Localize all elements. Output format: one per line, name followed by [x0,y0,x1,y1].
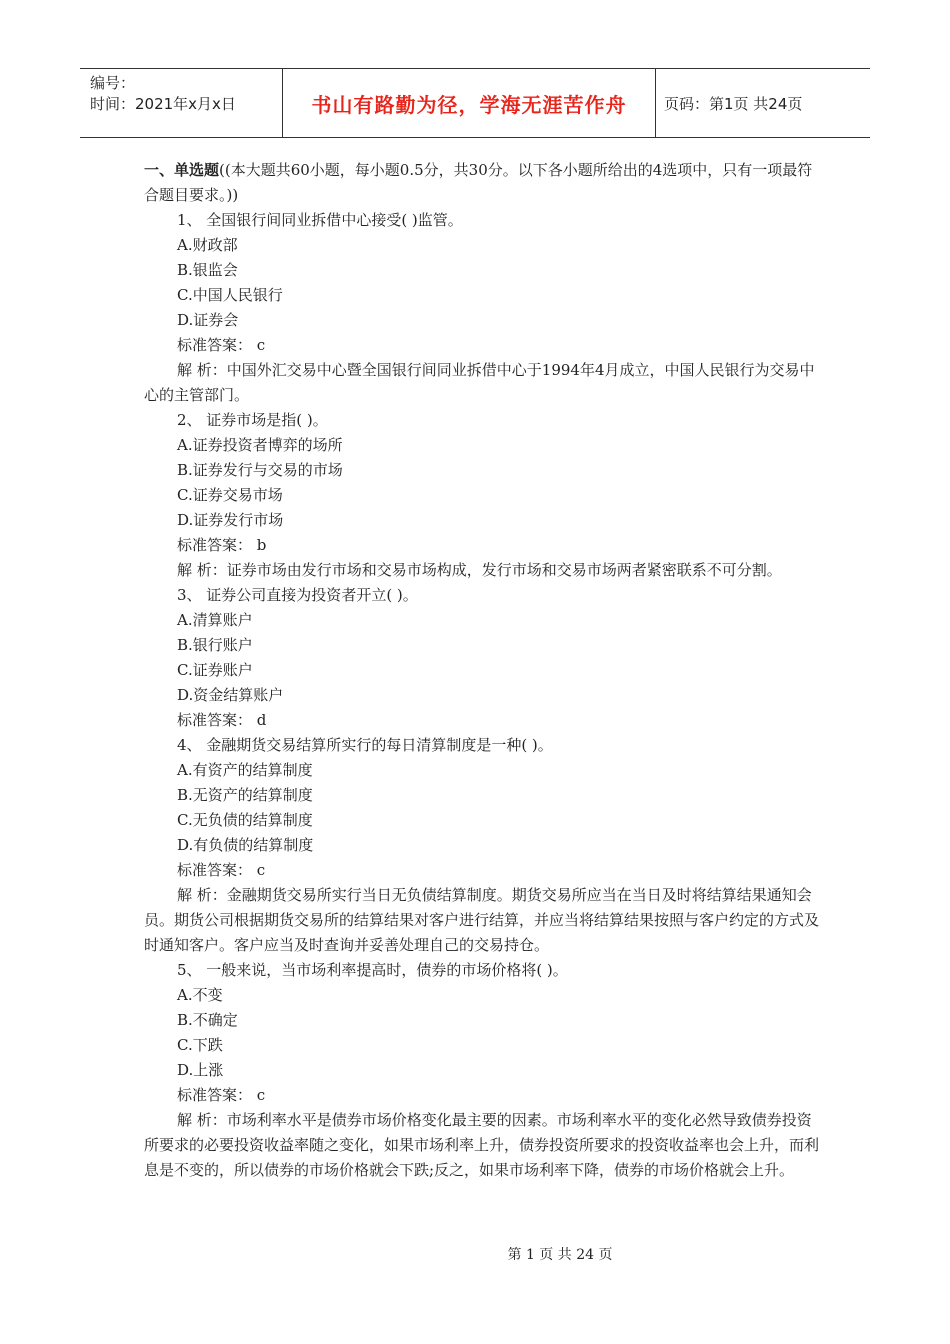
option-b: B.证券发行与交易的市场 [177,461,343,479]
option-c: C.下跌 [177,1036,223,1054]
answer: 标准答案： c [177,861,266,879]
page-footer [0,1244,950,1264]
section-title: 一、单选题 [144,161,220,179]
answer: 标准答案： c [177,336,266,354]
section-intro [144,158,824,208]
option-c: C.证券交易市场 [177,486,283,504]
question-stem: 2、 证券市场是指( )。 [177,411,328,429]
header-page-code: 页码：第1页 共24页 [664,94,803,113]
question-stem: 3、 证券公司直接为投资者开立( )。 [177,586,418,604]
page-header [80,68,870,138]
header-motto-cell [283,69,656,137]
question-stem: 4、 金融期货交易结算所实行的每日清算制度是一种( )。 [177,736,553,754]
answer: 标准答案： c [177,1086,266,1104]
header-meta [80,69,283,137]
time-label: 时间：2021年x月x日 [90,95,236,113]
option-a: A.财政部 [177,236,238,254]
question-stem: 1、 全国银行间同业拆借中心接受( )监管。 [177,211,463,229]
option-d: D.证券会 [177,311,239,329]
option-d: D.资金结算账户 [177,686,284,704]
analysis: 解 析：金融期货交易所实行当日无负债结算制度。期货交易所应当在当日及时将结算结果通知会员。期货公司根据期货交易所的结算结果对客户进行结算，并应当将结算结果按照与客户约定的方式及时通知客户。客户应当及时查询并妥善处理自己的交易持仓。 [144,886,820,954]
option-b: B.银行账户 [177,636,253,654]
option-a: A.清算账户 [177,611,253,629]
option-d: D.证券发行市场 [177,511,284,529]
option-d: D.上涨 [177,1061,224,1079]
option-b: B.银监会 [177,261,238,279]
question-stem: 5、 一般来说，当市场利率提高时，债券的市场价格将( )。 [177,961,568,979]
document-body [144,158,824,1183]
analysis: 解 析：中国外汇交易中心暨全国银行间同业拆借中心于1994年4月成立，中国人民银行为交易中心的主管部门。 [144,361,815,404]
header-motto: 书山有路勤为径，学海无涯苦作舟 [311,92,627,117]
question-1 [144,208,824,408]
question-3 [144,583,824,733]
section-instructions: ((本大题共60小题，每小题0.5分，共30分。以下各小题所给出的4选项中，只有一项最符合题目要求。)) [144,161,813,204]
analysis: 解 析：市场利率水平是债券市场价格变化最主要的因素。市场利率水平的变化必然导致债券投资所要求的必要投资收益率随之变化，如果市场利率上升，债券投资所要求的投资收益率也会上升，而利息是不变的，所以债券的市场价格就会下跌;反之，如果市场利率下降，债券的市场价格就会上升。 [144,1111,820,1179]
question-4 [144,733,824,958]
option-c: C.无负债的结算制度 [177,811,313,829]
option-b: B.不确定 [177,1011,238,1029]
question-5 [144,958,824,1183]
answer: 标准答案： d [177,711,267,729]
option-c: C.中国人民银行 [177,286,283,304]
option-d: D.有负债的结算制度 [177,836,314,854]
option-a: A.证券投资者博弈的场所 [177,436,343,454]
number-label: 编号： [90,74,136,92]
option-c: C.证券账户 [177,661,253,679]
analysis: 解 析：证券市场由发行市场和交易市场构成，发行市场和交易市场两者紧密联系不可分割。 [177,561,782,579]
option-b: B.无资产的结算制度 [177,786,313,804]
footer-page-number: 第 1 页 共 24 页 [507,1247,613,1263]
answer: 标准答案： b [177,536,267,554]
option-a: A.不变 [177,986,223,1004]
option-a: A.有资产的结算制度 [177,761,313,779]
question-2 [144,408,824,583]
